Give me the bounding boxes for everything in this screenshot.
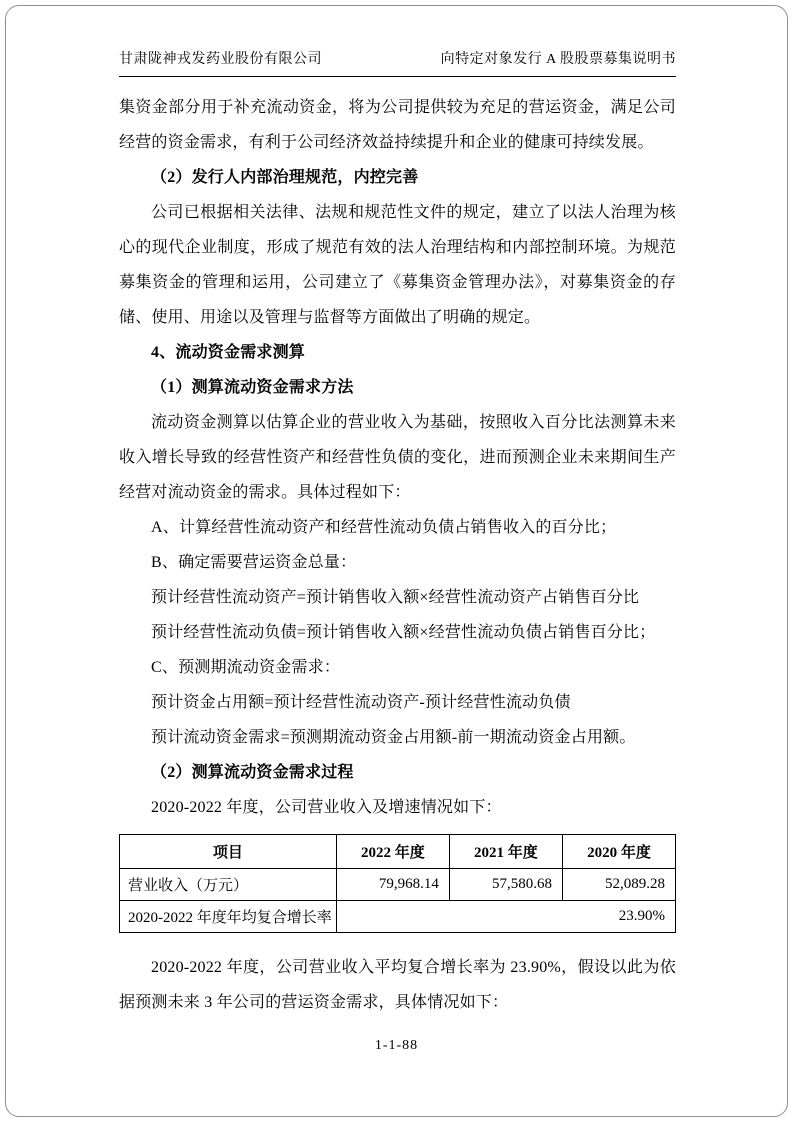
page-header <box>119 48 676 77</box>
heading-internal-governance: （2）发行人内部治理规范，内控完善 <box>151 169 419 186</box>
table-header-2020: 2020 年度 <box>562 835 675 869</box>
paragraph-conclusion: 2020-2022 年度，公司营业收入平均复合增长率为 23.90%，假设以此为依据预测未来 3 年公司的营运资金需求，具体情况如下： <box>119 959 676 1011</box>
formula-capital-occupancy: 预计资金占用额=预计经营性流动资产-预计经营性流动负债 <box>151 694 571 711</box>
document-body <box>119 90 676 1020</box>
revenue-2020: 52,089.28 <box>562 869 675 901</box>
cagr-value: 23.90% <box>336 901 675 933</box>
list-item-b: B、确定需要营运资金总量： <box>151 554 357 571</box>
formula-capital-demand: 预计流动资金需求=预测期流动资金占用额-前一期流动资金占用额。 <box>151 729 636 746</box>
header-company-name: 甘肃陇神戎发药业股份有限公司 <box>119 52 322 67</box>
revenue-2021: 57,580.68 <box>449 869 562 901</box>
paragraph-governance: 公司已根据相关法律、法规和规范性文件的规定，建立了以法人治理为核心的现代企业制度，形成了规范有效的法人治理结构和内部控制环境。为规范募集资金的管理和运用，公司建立了《募集资金管理办法》，对募集资金的存储、使用、用途以及管理与监督等方面做出了明确的规定。 <box>119 204 676 326</box>
revenue-label: 营业收入（万元） <box>120 869 337 901</box>
heading-measure-process: （2）测算流动资金需求过程 <box>151 764 354 781</box>
table-header-2021: 2021 年度 <box>449 835 562 869</box>
paragraph-method: 流动资金测算以估算企业的营业收入为基础，按照收入百分比法测算未来收入增长导致的经营性资产和经营性负债的变化，进而预测企业未来期间生产经营对流动资金的需求。具体过程如下： <box>119 414 676 501</box>
table-row-revenue <box>120 869 676 901</box>
formula-operating-assets: 预计经营性流动资产=预计销售收入额×经营性流动资产占销售百分比 <box>151 589 640 606</box>
list-item-c: C、预测期流动资金需求： <box>151 659 341 676</box>
cagr-label: 2020-2022 年度年均复合增长率 <box>120 901 337 933</box>
table-header-2022: 2022 年度 <box>336 835 449 869</box>
formula-operating-liabilities: 预计经营性流动负债=预计销售收入额×经营性流动负债占销售百分比； <box>151 624 656 641</box>
revenue-2022: 79,968.14 <box>336 869 449 901</box>
table-row-cagr <box>120 901 676 933</box>
paragraph-continuation: 集资金部分用于补充流动资金，将为公司提供较为充足的营运资金，满足公司经营的资金需求，有利于公司经济效益持续提升和企业的健康可持续发展。 <box>119 99 676 151</box>
heading-working-capital-demand: 4、流动资金需求测算 <box>151 344 306 361</box>
revenue-table <box>119 834 676 933</box>
table-header-item: 项目 <box>120 835 337 869</box>
heading-measure-method: （1）测算流动资金需求方法 <box>151 379 354 396</box>
page-number: 1-1-88 <box>374 1038 419 1053</box>
list-item-a: A、计算经营性流动资产和经营性流动负债占销售收入的百分比； <box>151 519 617 536</box>
table-header-row <box>120 835 676 869</box>
header-document-title: 向特定对象发行 A 股股票募集说明书 <box>440 52 676 67</box>
paragraph-table-intro: 2020-2022 年度，公司营业收入及增速情况如下： <box>151 799 502 816</box>
